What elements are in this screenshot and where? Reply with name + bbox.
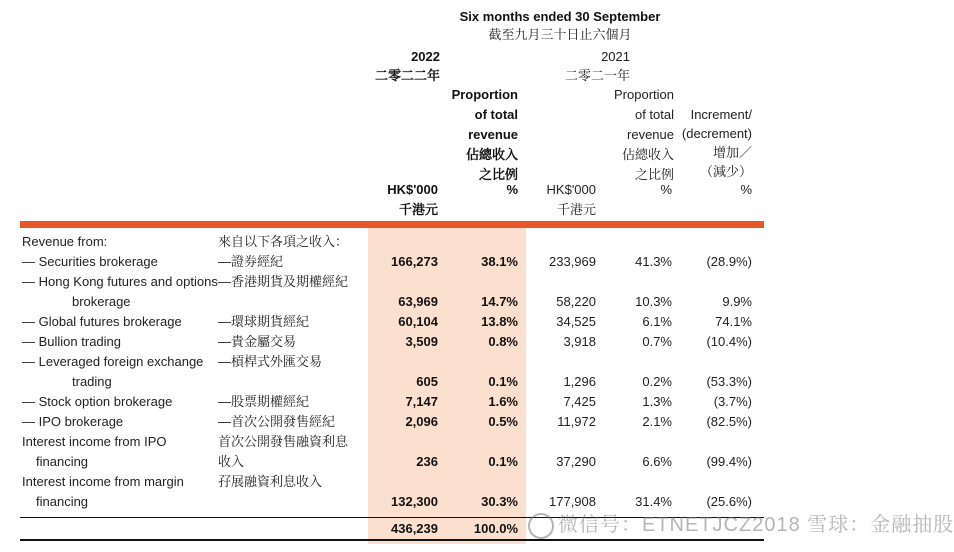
proportion-2021: 2.1% [642,414,672,429]
row-label-zh: 首次公開發售融資利息 [218,434,349,449]
heading-line: 之比例 [634,167,674,182]
row-label-en: Interest income from margin [22,474,184,489]
row-label-zh: —首次公開發售經紀 [218,414,336,429]
proportion-2021: 6.6% [642,454,672,469]
header-accent-bar [20,221,764,228]
heading-line: Proportion [451,87,518,102]
value-2022: 3,509 [405,334,438,349]
proportion-2022: 0.1% [488,374,518,389]
proportion-2022: 13.8% [481,314,518,329]
proportion-2022: 0.1% [488,454,518,469]
value-2021: 37,290 [556,454,596,469]
value-2021: 177,908 [549,494,596,509]
unit-hk-2021-zh: 千港元 [556,202,596,217]
unit-pct-2021: % [660,182,672,197]
proportion-2022: 14.7% [481,294,518,309]
value-2021: 34,525 [556,314,596,329]
heading-line: 佔總收入 [465,147,518,162]
increment-value: (99.4%) [706,454,752,469]
value-2021: 7,425 [563,394,596,409]
value-2022: 60,104 [398,314,438,329]
row-label-en: — Bullion trading [22,334,121,349]
proportion-2022: 1.6% [488,394,518,409]
row-label-en: — IPO brokerage [22,414,124,429]
increment-value: (28.9%) [706,254,752,269]
row-label-en: Revenue from: [22,234,108,249]
year-2021: 2021 [601,49,630,64]
heading-line: Proportion [614,87,674,102]
row-label-zh: —貴金屬交易 [218,334,297,349]
value-2022: 605 [416,374,438,389]
row-label-zh: —槓桿式外匯交易 [218,354,323,369]
row-label-zh: 收入 [218,454,245,469]
row-label-zh: 孖展融資利息收入 [218,474,323,489]
unit-hk-2022: HK$'000 [387,182,438,197]
watermark-text: 微信号：ETNETJCZ2018 雪球：金融抽股 [558,514,954,536]
increment-value: (53.3%) [706,374,752,389]
heading-line: （減少） [699,164,752,179]
unit-pct-2022: % [506,182,518,197]
value-2021: 1,296 [563,374,596,389]
unit-hk-2021: HK$'000 [546,182,596,197]
row-label-en: — Hong Kong futures and options [22,274,218,289]
heading-line: Increment/ [690,107,752,122]
increment-value: 74.1% [715,314,752,329]
increment-value: (10.4%) [706,334,752,349]
row-label-zh: 來自以下各項之收入： [218,234,349,249]
total-bottom-rule [20,539,764,541]
heading-line: 佔總收入 [621,147,674,162]
wechat-icon [528,513,554,539]
period-title: Six months ended 30 September [459,9,661,24]
row-label-en: trading [72,374,112,389]
row-label-en: — Leveraged foreign exchange [22,354,204,369]
proportion-2021: 6.1% [642,314,672,329]
increment-value: (3.7%) [713,394,752,409]
proportion-2021: 10.3% [635,294,672,309]
year-2022: 2022 [411,49,440,64]
unit-pct-increment: % [740,182,752,197]
row-label-zh: —股票期權經紀 [218,394,310,409]
increment-value: (25.6%) [706,494,752,509]
row-label-zh: —證券經紀 [218,254,284,269]
value-2021: 58,220 [556,294,596,309]
row-label-en: — Securities brokerage [22,254,158,269]
row-label-en: — Stock option brokerage [22,394,173,409]
increment-value: 9.9% [722,294,752,309]
row-label-en: brokerage [72,294,131,309]
proportion-2022: 38.1% [481,254,518,269]
heading-line: 之比例 [478,167,518,182]
row-label-en: financing [36,454,89,469]
proportion-2021: 41.3% [635,254,672,269]
value-2021: 233,969 [549,254,596,269]
heading-line: of total [474,107,518,122]
year-2021-zh: 二零二一年 [564,68,630,83]
proportion-2021: 0.7% [642,334,672,349]
heading-line: 增加／ [712,145,752,160]
row-label-zh: —環球期貨經紀 [218,314,310,329]
value-2022: 7,147 [405,394,438,409]
proportion-2021: 0.2% [642,374,672,389]
value-2021: 11,972 [557,414,596,429]
total-2022-proportion: 100.0% [473,521,518,536]
unit-hk-2022-zh: 千港元 [398,202,438,217]
row-label-zh: —香港期貨及期權經紀 [218,274,349,289]
row-label-en: Interest income from IPO [22,434,167,449]
increment-value: (82.5%) [706,414,752,429]
proportion-2022: 0.5% [488,414,518,429]
value-2022: 63,969 [398,294,438,309]
heading-line: of total [634,107,674,122]
value-2022: 2,096 [405,414,438,429]
proportion-2022: 30.3% [481,494,518,509]
proportion-2022: 0.8% [488,334,518,349]
year-2022-zh: 二零二二年 [374,68,440,83]
value-2022: 132,300 [391,494,438,509]
row-label-en: financing [36,494,89,509]
value-2022: 236 [416,454,438,469]
period-title-zh: 截至九月三十日止六個月 [488,27,632,42]
total-2022-value: 436,239 [391,521,438,536]
heading-line: revenue [468,127,518,142]
watermark [528,508,954,539]
heading-line: (decrement) [681,126,752,141]
proportion-2021: 31.4% [635,494,672,509]
proportion-2021: 1.3% [642,394,672,409]
heading-line: revenue [627,127,674,142]
value-2022: 166,273 [391,254,438,269]
value-2021: 3,918 [563,334,596,349]
row-label-en: — Global futures brokerage [22,314,182,329]
